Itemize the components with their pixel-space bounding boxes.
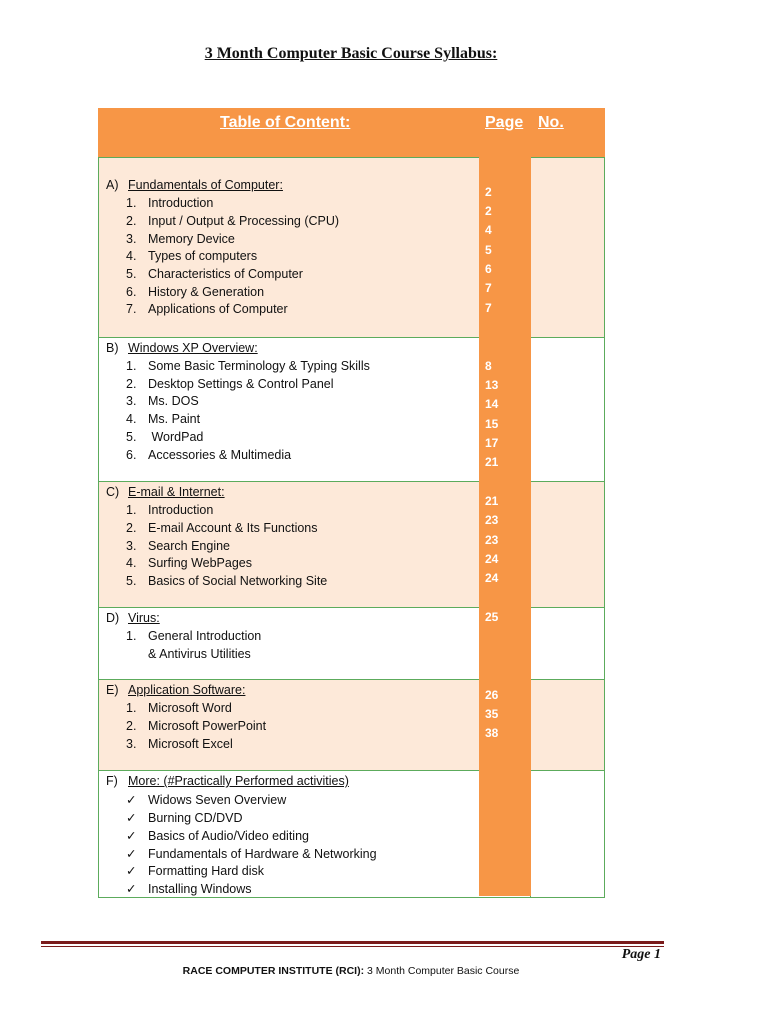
list-item: 5. Basics of Social Networking Site: [126, 574, 328, 588]
page-number: 2: [485, 185, 492, 199]
page-number: 26: [485, 688, 499, 702]
page-number: 13: [485, 378, 499, 392]
list-item: 1. Introduction: [126, 196, 214, 210]
document-title: 3 Month Computer Basic Course Syllabus:: [204, 45, 498, 62]
check-icon: ✓: [126, 847, 137, 861]
page-number: 6: [485, 262, 492, 276]
footer-caption: [0, 965, 702, 977]
list-item: 2. Input / Output & Processing (CPU): [126, 214, 340, 228]
list-item: 3. Search Engine: [126, 539, 231, 553]
checklist-item: ✓ Fundamentals of Hardware & Networking: [126, 847, 377, 861]
checklist-item: ✓ Formatting Hard disk: [126, 864, 265, 878]
checklist-item: ✓ Widows Seven Overview: [126, 793, 287, 807]
list-item: 3. Memory Device: [126, 232, 235, 246]
list-item: 4. Ms. Paint: [126, 412, 201, 426]
section-heading: F) More: (#Practically Performed activities): [106, 774, 349, 788]
list-item: 1. General Introduction: [126, 629, 262, 643]
list-item: 4. Surfing WebPages: [126, 556, 252, 570]
list-item: 6. History & Generation: [126, 285, 265, 299]
page-number: 23: [485, 513, 499, 527]
list-item: 4. Types of computers: [126, 249, 258, 263]
list-item: 2. Desktop Settings & Control Panel: [126, 377, 334, 391]
page-number: 25: [485, 610, 499, 624]
page-number: 2: [485, 204, 492, 218]
list-item: 2. Microsoft PowerPoint: [126, 719, 267, 733]
table-of-contents: [98, 108, 605, 898]
page-number: 15: [485, 417, 499, 431]
section-heading: E) Application Software:: [106, 683, 246, 697]
check-icon: ✓: [126, 793, 137, 807]
page-number: 21: [485, 494, 499, 508]
list-item: 3. Microsoft Excel: [126, 737, 233, 751]
list-item: 1. Microsoft Word: [126, 701, 232, 715]
section-heading: B) Windows XP Overview:: [106, 341, 258, 355]
section-heading: D) Virus:: [106, 611, 160, 625]
list-item: 6. Accessories & Multimedia: [126, 448, 292, 462]
footer-page-number: Page 1: [621, 947, 661, 962]
list-item: 5. WordPad: [126, 430, 204, 444]
check-icon: ✓: [126, 864, 137, 878]
list-item: 7. Applications of Computer: [126, 302, 288, 316]
checklist-item: ✓ Basics of Audio/Video editing: [126, 829, 309, 843]
checklist-item: ✓ Installing Windows: [126, 882, 252, 896]
footer-course-name: 3 Month Computer Basic Course: [364, 965, 520, 977]
list-item: 1. Some Basic Terminology & Typing Skills: [126, 359, 370, 373]
page-number: 23: [485, 533, 499, 547]
page-number: 21: [485, 455, 499, 469]
page-number: 5: [485, 243, 492, 257]
page-number: 7: [485, 301, 492, 315]
page-number: 24: [485, 552, 499, 566]
footer-divider: [41, 941, 664, 944]
list-item: 3. Ms. DOS: [126, 394, 199, 408]
toc-header-content-label: Table of Content:: [220, 114, 351, 131]
section-heading: A) Fundamentals of Computer:: [106, 178, 283, 192]
checklist-item: ✓ Burning CD/DVD: [126, 811, 243, 825]
list-item: 5. Characteristics of Computer: [126, 267, 303, 281]
footer-divider-thin: [41, 946, 664, 947]
section-heading: C) E-mail & Internet:: [106, 485, 225, 499]
toc-header: [98, 108, 605, 157]
footer-institute-name: RACE COMPUTER INSTITUTE (RCI):: [182, 965, 365, 977]
page-number: 17: [485, 436, 499, 450]
check-icon: ✓: [126, 829, 137, 843]
page-number: 38: [485, 726, 499, 740]
page-number: 24: [485, 571, 499, 585]
page-number: 8: [485, 359, 492, 373]
page-number: 14: [485, 397, 499, 411]
page-number: 4: [485, 223, 492, 237]
check-icon: ✓: [126, 811, 137, 825]
check-icon: ✓: [126, 882, 137, 896]
list-item: & Antivirus Utilities: [148, 647, 251, 661]
toc-header-no-label: No.: [538, 114, 564, 131]
list-item: 2. E-mail Account & Its Functions: [126, 521, 318, 535]
list-item: 1. Introduction: [126, 503, 214, 517]
toc-header-page-label: Page: [485, 114, 524, 131]
page-number: 7: [485, 281, 492, 295]
page-number: 35: [485, 707, 499, 721]
